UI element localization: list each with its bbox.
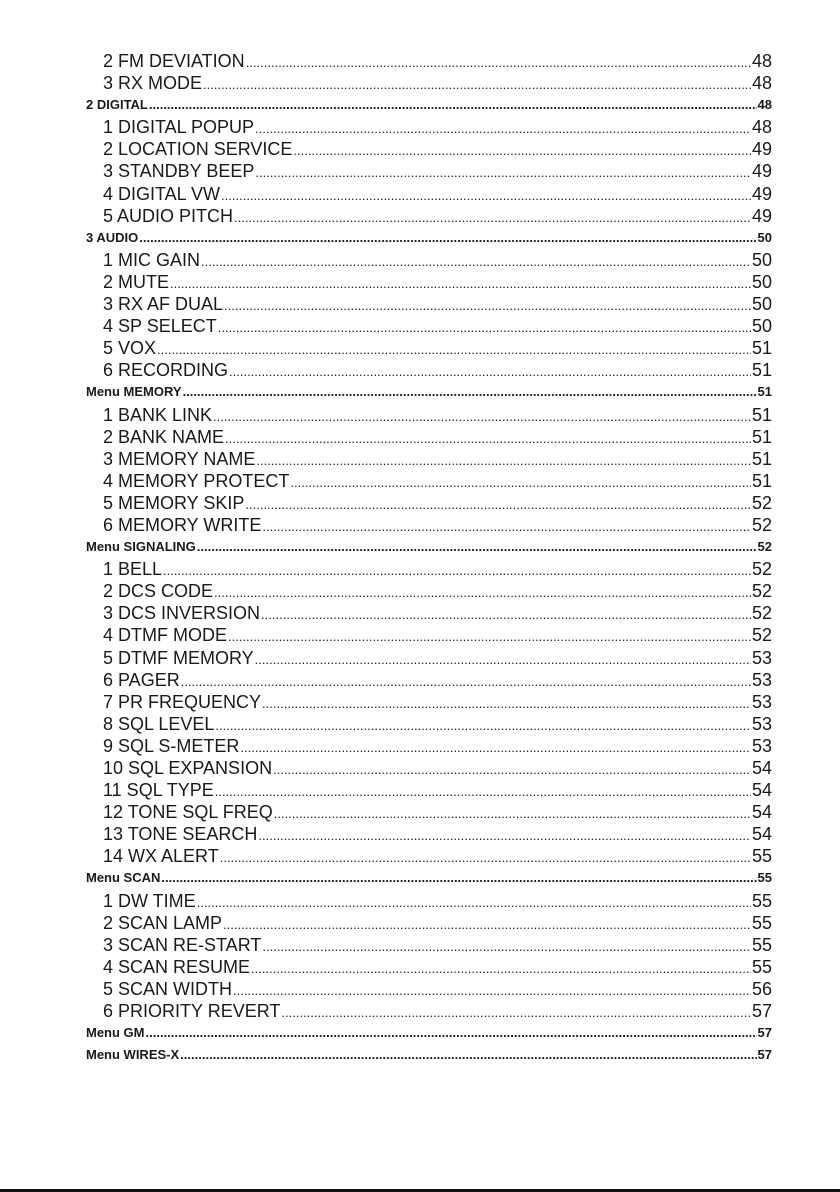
toc-entry bbox=[86, 691, 772, 713]
toc-dot-leader bbox=[290, 472, 751, 492]
table-of-contents bbox=[86, 50, 772, 1066]
toc-page-number: 52 bbox=[751, 603, 772, 624]
toc-entry-title: 1 MIC GAIN bbox=[103, 249, 201, 270]
toc-page-number: 48 bbox=[751, 117, 772, 138]
toc-entry bbox=[86, 271, 772, 293]
toc-dot-leader bbox=[225, 428, 751, 448]
toc-page-number: 57 bbox=[751, 1001, 772, 1022]
toc-entry bbox=[86, 779, 772, 801]
toc-dot-leader bbox=[157, 339, 751, 359]
toc-dot-leader bbox=[197, 892, 751, 912]
toc-dot-leader bbox=[146, 1022, 757, 1044]
toc-entry bbox=[86, 978, 772, 1000]
toc-dot-leader bbox=[234, 207, 751, 227]
toc-entry bbox=[86, 890, 772, 912]
toc-entry-title: 13 TONE SEARCH bbox=[103, 824, 258, 845]
toc-entry-title: 12 TONE SQL FREQ bbox=[103, 802, 273, 823]
toc-entry bbox=[86, 404, 772, 426]
toc-page-number: 55 bbox=[751, 956, 772, 977]
toc-entry bbox=[86, 956, 772, 978]
toc-entry bbox=[86, 823, 772, 845]
toc-dot-leader bbox=[255, 118, 751, 138]
toc-page-number: 48 bbox=[751, 51, 772, 71]
toc-entry-title: 2 MUTE bbox=[103, 271, 170, 292]
toc-entry bbox=[86, 514, 772, 536]
toc-entry-title: 4 MEMORY PROTECT bbox=[103, 470, 290, 491]
toc-entry-title: 3 RX MODE bbox=[103, 73, 203, 94]
toc-entry bbox=[86, 624, 772, 646]
toc-entry-title: 9 SQL S-METER bbox=[103, 735, 240, 756]
toc-section-heading bbox=[86, 381, 772, 403]
toc-dot-leader bbox=[256, 450, 751, 470]
toc-entry bbox=[86, 580, 772, 602]
toc-page-number: 51 bbox=[751, 338, 772, 359]
toc-dot-leader bbox=[163, 560, 751, 580]
toc-entry-title: 4 SP SELECT bbox=[103, 316, 217, 337]
toc-dot-leader bbox=[161, 867, 756, 889]
toc-entry bbox=[86, 735, 772, 757]
toc-entry-title: 6 RECORDING bbox=[103, 360, 229, 381]
toc-dot-leader bbox=[258, 825, 751, 845]
toc-section-heading bbox=[86, 94, 772, 116]
toc-page-number: 54 bbox=[751, 758, 772, 778]
toc-dot-leader bbox=[223, 914, 751, 934]
toc-entry bbox=[86, 293, 772, 315]
toc-page-number: 52 bbox=[751, 625, 772, 646]
toc-dot-leader bbox=[201, 251, 751, 271]
toc-entry bbox=[86, 50, 772, 72]
toc-entry-title: Menu WIRES-X bbox=[86, 1047, 180, 1063]
toc-entry bbox=[86, 1000, 772, 1022]
toc-dot-leader bbox=[261, 604, 751, 624]
toc-page-number: 49 bbox=[751, 139, 772, 160]
toc-entry-title: 2 DIGITAL bbox=[86, 97, 148, 113]
toc-entry bbox=[86, 315, 772, 337]
toc-section-heading bbox=[86, 227, 772, 249]
toc-page-number: 52 bbox=[751, 581, 772, 602]
toc-entry bbox=[86, 757, 772, 779]
toc-dot-leader bbox=[170, 273, 751, 293]
toc-page-number: 51 bbox=[751, 404, 772, 425]
toc-page-number: 55 bbox=[751, 846, 772, 867]
toc-dot-leader bbox=[213, 406, 751, 426]
toc-entry-title: 4 DTMF MODE bbox=[103, 625, 227, 646]
toc-entry-title: 8 SQL LEVEL bbox=[103, 713, 215, 734]
toc-entry-title: 11 SQL TYPE bbox=[103, 780, 214, 801]
toc-entry bbox=[86, 801, 772, 823]
toc-dot-leader bbox=[233, 980, 751, 1000]
toc-entry-title: 1 DW TIME bbox=[103, 890, 196, 911]
toc-dot-leader bbox=[245, 494, 751, 514]
toc-entry-title: 5 MEMORY SKIP bbox=[103, 492, 245, 513]
toc-section-heading bbox=[86, 867, 772, 889]
toc-page-number: 52 bbox=[751, 559, 772, 580]
toc-page-number: 50 bbox=[751, 294, 772, 315]
toc-entry-title: 4 DIGITAL VW bbox=[103, 183, 221, 204]
toc-page-number: 51 bbox=[751, 360, 772, 381]
toc-entry bbox=[86, 448, 772, 470]
toc-dot-leader bbox=[220, 847, 751, 867]
toc-section-heading bbox=[86, 1022, 772, 1044]
toc-dot-leader bbox=[180, 1044, 756, 1066]
toc-entry-title: 5 DTMF MEMORY bbox=[103, 647, 254, 668]
toc-page-number: 53 bbox=[751, 669, 772, 690]
toc-dot-leader bbox=[246, 52, 751, 72]
toc-page-number: 57 bbox=[757, 1047, 772, 1063]
toc-dot-leader bbox=[181, 671, 751, 691]
toc-entry bbox=[86, 116, 772, 138]
toc-dot-leader bbox=[240, 737, 751, 757]
toc-entry bbox=[86, 669, 772, 691]
toc-dot-leader bbox=[274, 803, 751, 823]
toc-dot-leader bbox=[255, 649, 751, 669]
toc-entry-title: 5 AUDIO PITCH bbox=[103, 205, 234, 226]
toc-dot-leader bbox=[262, 516, 751, 536]
toc-page-number: 54 bbox=[751, 780, 772, 801]
toc-dot-leader bbox=[281, 1002, 751, 1022]
toc-entry bbox=[86, 249, 772, 271]
toc-entry-title: 3 RX AF DUAL bbox=[103, 294, 224, 315]
toc-entry bbox=[86, 934, 772, 956]
toc-section-heading bbox=[86, 536, 772, 558]
toc-entry bbox=[86, 647, 772, 669]
toc-page-number: 55 bbox=[751, 912, 772, 933]
toc-dot-leader bbox=[273, 759, 751, 779]
toc-entry-title: 3 MEMORY NAME bbox=[103, 448, 256, 469]
toc-entry-title: 5 VOX bbox=[103, 338, 157, 359]
toc-entry-title: 1 DIGITAL POPUP bbox=[103, 117, 255, 138]
toc-entry bbox=[86, 72, 772, 94]
toc-dot-leader bbox=[215, 781, 751, 801]
toc-entry bbox=[86, 337, 772, 359]
toc-dot-leader bbox=[229, 361, 751, 381]
toc-page-number: 52 bbox=[751, 514, 772, 535]
toc-entry-title: 2 LOCATION SERVICE bbox=[103, 139, 293, 160]
toc-dot-leader bbox=[149, 94, 757, 116]
toc-entry bbox=[86, 160, 772, 182]
toc-page-number: 53 bbox=[751, 647, 772, 668]
toc-entry-title: 6 PRIORITY REVERT bbox=[103, 1001, 281, 1022]
toc-page-number: 48 bbox=[751, 73, 772, 94]
toc-dot-leader bbox=[197, 536, 757, 558]
toc-section-heading bbox=[86, 1044, 772, 1066]
toc-page-number: 55 bbox=[751, 934, 772, 955]
toc-page-number: 50 bbox=[751, 271, 772, 292]
toc-entry-title: 14 WX ALERT bbox=[103, 846, 219, 867]
toc-dot-leader bbox=[228, 626, 751, 646]
toc-entry-title: 1 BELL bbox=[103, 559, 163, 580]
toc-dot-leader bbox=[251, 958, 751, 978]
toc-entry-title: 2 FM DEVIATION bbox=[103, 51, 245, 71]
toc-dot-leader bbox=[139, 227, 756, 249]
toc-entry-title: 2 SCAN LAMP bbox=[103, 912, 223, 933]
toc-dot-leader bbox=[293, 140, 751, 160]
toc-entry bbox=[86, 845, 772, 867]
toc-entry bbox=[86, 492, 772, 514]
toc-dot-leader bbox=[262, 693, 751, 713]
toc-dot-leader bbox=[203, 74, 751, 94]
toc-dot-leader bbox=[224, 295, 751, 315]
toc-dot-leader bbox=[221, 185, 751, 205]
toc-entry bbox=[86, 138, 772, 160]
toc-entry-title: 1 BANK LINK bbox=[103, 404, 213, 425]
toc-entry bbox=[86, 183, 772, 205]
toc-dot-leader bbox=[214, 582, 751, 602]
toc-entry-title: 4 SCAN RESUME bbox=[103, 956, 251, 977]
toc-entry-title: Menu SIGNALING bbox=[86, 539, 196, 555]
toc-entry-title: 7 PR FREQUENCY bbox=[103, 691, 262, 712]
toc-dot-leader bbox=[218, 317, 751, 337]
toc-page-number: 57 bbox=[757, 1025, 772, 1041]
toc-entry bbox=[86, 558, 772, 580]
toc-entry-title: 3 STANDBY BEEP bbox=[103, 161, 255, 182]
toc-dot-leader bbox=[262, 936, 751, 956]
toc-entry bbox=[86, 205, 772, 227]
toc-page-number: 50 bbox=[757, 229, 772, 245]
toc-page-number: 50 bbox=[751, 249, 772, 270]
toc-entry-title: 2 DCS CODE bbox=[103, 581, 214, 602]
toc-page-number: 51 bbox=[757, 384, 772, 400]
toc-page-number: 55 bbox=[757, 870, 772, 886]
toc-page-number: 49 bbox=[751, 205, 772, 226]
toc-entry bbox=[86, 426, 772, 448]
toc-page-number: 55 bbox=[751, 890, 772, 911]
toc-dot-leader bbox=[183, 381, 757, 403]
toc-page-number: 51 bbox=[751, 426, 772, 447]
toc-entry bbox=[86, 713, 772, 735]
toc-entry bbox=[86, 359, 772, 381]
toc-page-number: 53 bbox=[751, 735, 772, 756]
toc-entry-title: 10 SQL EXPANSION bbox=[103, 758, 273, 778]
toc-dot-leader bbox=[215, 715, 751, 735]
toc-entry bbox=[86, 470, 772, 492]
toc-page-number: 50 bbox=[751, 316, 772, 337]
toc-page-number: 54 bbox=[751, 824, 772, 845]
toc-page-number: 53 bbox=[751, 713, 772, 734]
toc-page-number: 49 bbox=[751, 161, 772, 182]
toc-page-number: 52 bbox=[751, 492, 772, 513]
toc-entry-title: 6 PAGER bbox=[103, 669, 180, 690]
toc-page-number: 52 bbox=[757, 539, 772, 555]
toc-dot-leader bbox=[255, 162, 751, 182]
toc-entry bbox=[86, 912, 772, 934]
toc-page-number: 53 bbox=[751, 691, 772, 712]
toc-entry-title: Menu MEMORY bbox=[86, 384, 182, 400]
toc-entry-title: 6 MEMORY WRITE bbox=[103, 514, 262, 535]
toc-page-number: 56 bbox=[751, 978, 772, 999]
toc-page-number: 48 bbox=[757, 97, 772, 113]
toc-entry-title: 2 BANK NAME bbox=[103, 426, 225, 447]
toc-entry-title: Menu GM bbox=[86, 1025, 145, 1041]
toc-page-number: 54 bbox=[751, 802, 772, 823]
toc-entry bbox=[86, 602, 772, 624]
toc-entry-title: 3 DCS INVERSION bbox=[103, 603, 261, 624]
toc-entry-title: 3 AUDIO bbox=[86, 229, 139, 245]
toc-entry-title: 5 SCAN WIDTH bbox=[103, 978, 233, 999]
toc-page-number: 51 bbox=[751, 470, 772, 491]
toc-entry-title: Menu SCAN bbox=[86, 870, 161, 886]
toc-page-number: 51 bbox=[751, 448, 772, 469]
toc-entry-title: 3 SCAN RE-START bbox=[103, 934, 262, 955]
toc-page-number: 49 bbox=[751, 183, 772, 204]
